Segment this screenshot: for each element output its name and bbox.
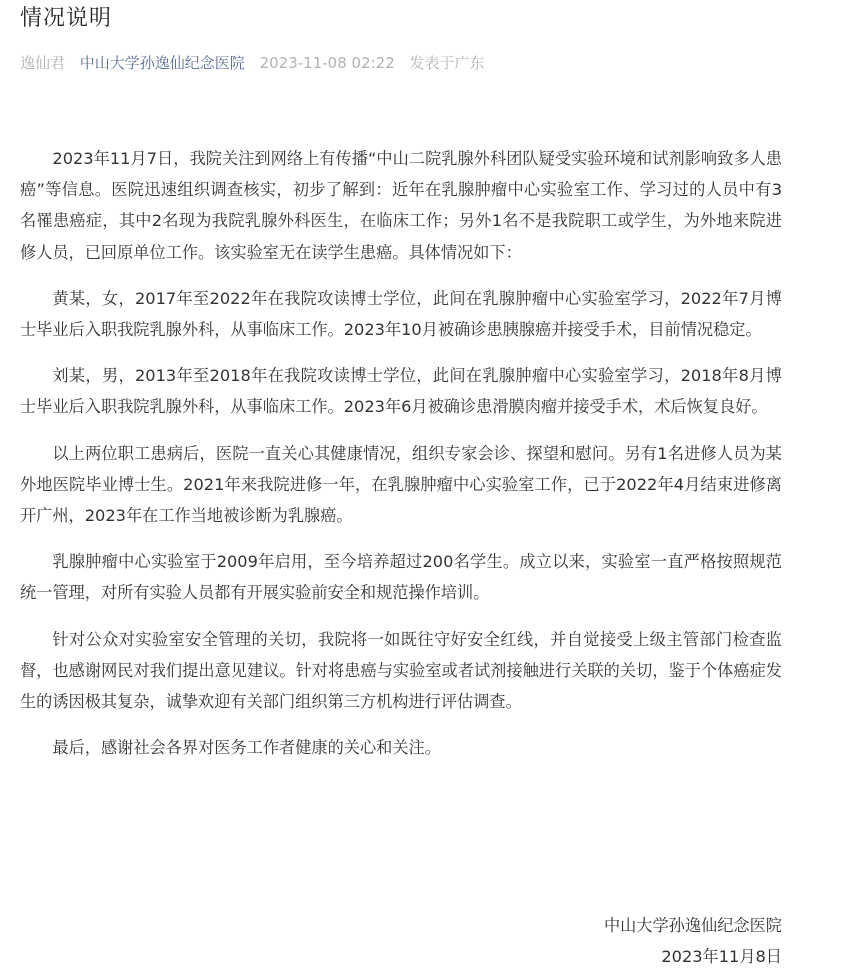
publish-time: 2023-11-08 02:22: [259, 54, 395, 72]
closing-paragraph: 最后，感谢社会各界对医务工作者健康的关心和关注。: [52, 738, 441, 758]
article-meta: [20, 52, 485, 74]
author-name: 逸仙君: [20, 54, 66, 72]
signature-date: 2023年11月8日: [661, 947, 782, 966]
signature-organization: 中山大学孙逸仙纪念医院: [603, 916, 782, 935]
body-paragraph: 刘某，男，2013年至2018年在我院攻读博士学位，此间在乳腺肿瘤中心实验室学习，2018年8月博士毕业后入职我院乳腺外科，从事临床工作。2023年6月被确诊患滑膜肉瘤并接受手术，术后恢复良好。: [20, 366, 782, 417]
body-paragraph: 针对公众对实验室安全管理的关切，我院将一如既往守好安全红线，并自觉接受上级主管部门检查监督，也感谢网民对我们提出意见建议。针对将患癌与实验室或者试剂接触进行关联的关切，鉴于个体癌症发生的诱因极其复杂，诚挚欢迎有关部门组织第三方机构进行评估调查。: [20, 629, 782, 712]
body-paragraph: 乳腺肿瘤中心实验室于2009年启用，至今培养超过200名学生。成立以来，实验室一直严格按照规范统一管理，对所有实验人员都有开展实验前安全和规范操作培训。: [20, 552, 782, 603]
body-paragraph: 黄某，女，2017年至2022年在我院攻读博士学位，此间在乳腺肿瘤中心实验室学习，2022年7月博士毕业后入职我院乳腺外科，从事临床工作。2023年10月被确诊患胰腺癌并接受手术，目前情况稳定。: [20, 288, 782, 340]
article-body: [20, 143, 782, 763]
signature-block: [604, 910, 782, 972]
body-paragraph: 以上两位职工患病后，医院一直关心其健康情况，组织专家会诊、探望和慰问。另有1名进修人员为某外地医院毕业博士生。2021年来我院进修一年，在乳腺肿瘤中心实验室工作，已于2022年4月结束进修离开广州，2023年在工作当地被诊断为乳腺癌。: [20, 443, 782, 526]
body-paragraph: 2023年11月7日，我院关注到网络上有传播“中山二院乳腺外科团队疑受实验环境和试剂影响致多人患癌”等信息。医院迅速组织调查核实，初步了解到：近年在乳腺肿瘤中心实验室工作、学习过的人员中有3名罹患癌症，其中2名现为我院乳腺外科医生，在临床工作；另外1名不是我院职工或学生，为外地来院进修人员，已回原单位工作。该实验室无在读学生患癌。具体情况如下：: [20, 149, 782, 262]
publish-location: 发表于广东: [409, 54, 485, 72]
article-title: 情况说明: [20, 6, 113, 31]
account-name-link[interactable]: 中山大学孙逸仙纪念医院: [79, 54, 245, 72]
